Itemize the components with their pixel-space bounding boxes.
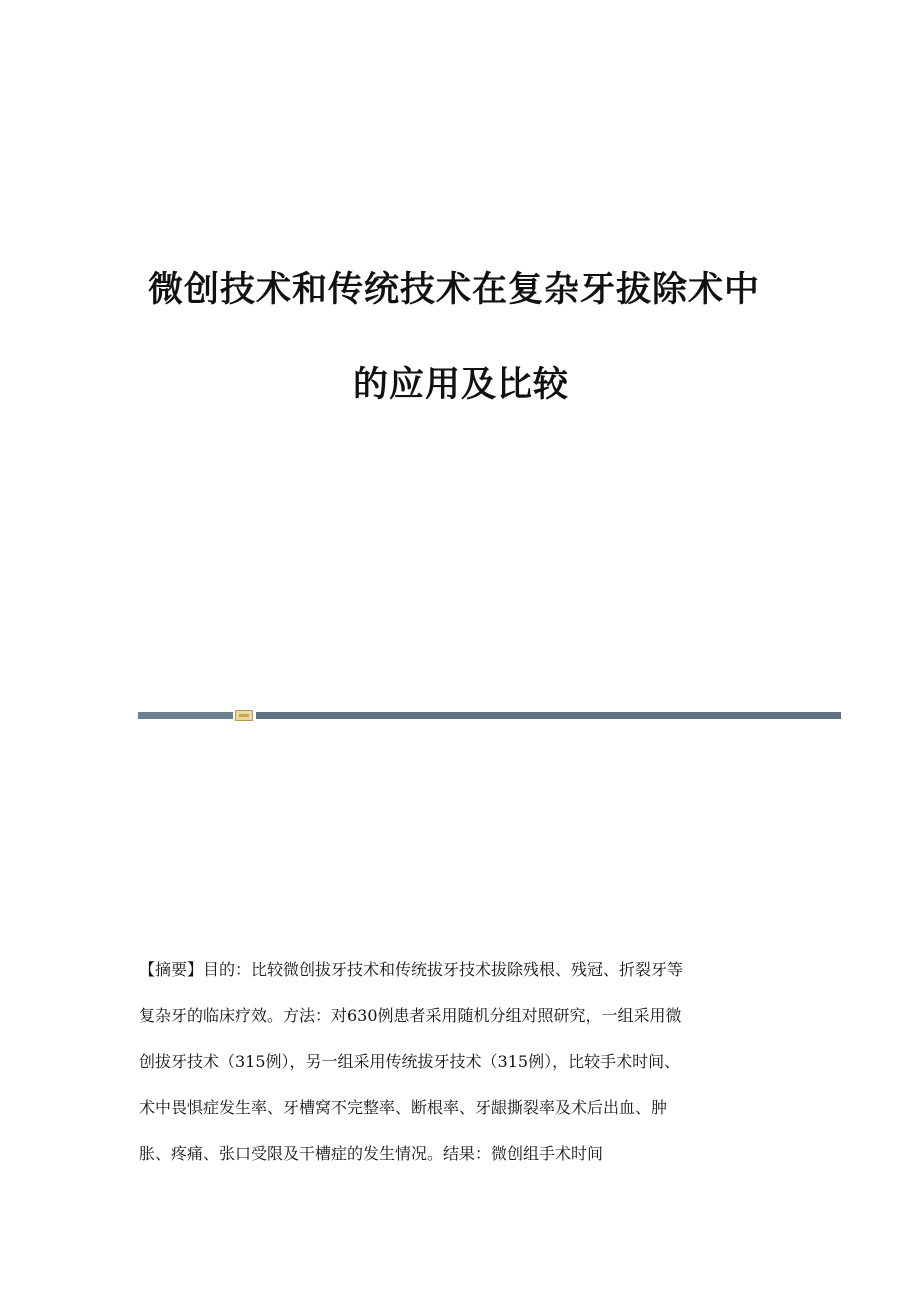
abstract-line: 术中畏惧症发生率、牙槽窝不完整率、断根率、牙龈撕裂率及术后出血、肿 (139, 1098, 668, 1117)
decorative-divider (138, 710, 841, 721)
abstract-section (139, 947, 779, 1177)
abstract-line: 【摘要】目的：比较微创拔牙技术和传统拔牙技术拔除残根、残冠、折裂牙等 (139, 960, 684, 979)
document-title-line-2: 的应用及比较 (352, 365, 569, 405)
abstract-line: 复杂牙的临床疗效。方法：对630例患者采用随机分组对照研究，一组采用微 (139, 1006, 682, 1025)
divider-bar-left (138, 712, 233, 719)
abstract-line: 创拔牙技术（315例），另一组采用传统拔牙技术（315例），比较手术时间、 (139, 1052, 681, 1071)
document-title-line-1: 微创技术和传统技术在复杂牙拔除术中 (147, 270, 760, 310)
divider-bar-right (256, 712, 841, 719)
abstract-line: 胀、疼痛、张口受限及干槽症的发生情况。结果：微创组手术时间 (139, 1144, 604, 1163)
divider-ornament-icon (235, 710, 253, 721)
